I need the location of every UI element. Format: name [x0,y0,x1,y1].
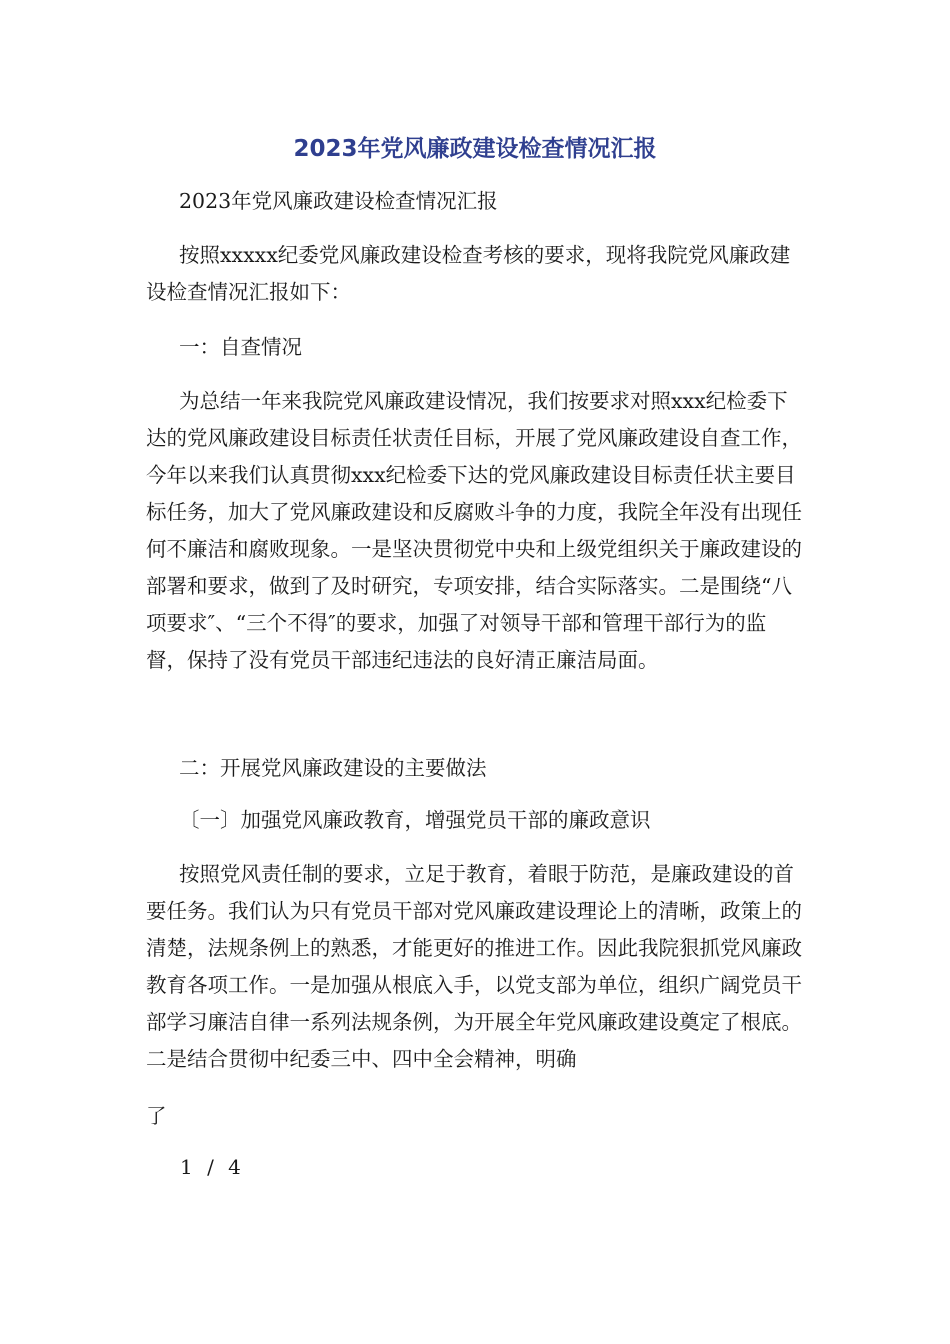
subsection-heading-education: 〔一〕加强党风廉政教育，增强党员干部的廉政意识 [179,808,651,832]
section-2-paragraph: 按照党风责任制的要求，立足于教育，着眼于防范，是廉政建设的首要任务。我们认为只有党员干部对党风廉政建设理论上的清晰，政策上的清楚，法规条例上的熟悉，才能更好的推进工作。因此我院狠抓党风廉政教育各项工作。一是加强从根底入手，以党支部为单位，组织广阔党员干部学习廉洁自律一系列法规条例，为开展全年党风廉政建设奠定了根底。二是结合贯彻中纪委三中、四中全会精神，明确 [146,862,802,1071]
section-heading-main-practices: 二：开展党风廉政建设的主要做法 [179,756,487,780]
intro-paragraph: 按照xxxxx纪委党风廉政建设检查考核的要求，现将我院党风廉政建设检查情况汇报如下： [146,243,791,304]
section-2-paragraph-tail: 了 [146,1104,167,1128]
section-heading-self-inspection: 一：自查情况 [179,335,302,359]
page-indicator: 1 / 4 [180,1155,245,1179]
document-subtitle: 2023年党风廉政建设检查情况汇报 [179,189,498,213]
document-title: 2023年党风廉政建设检查情况汇报 [293,136,657,162]
section-1-paragraph: 为总结一年来我院党风廉政建设情况，我们按要求对照xxx纪检委下达的党风廉政建设目标责任状责任目标，开展了党风廉政建设自查工作，今年以来我们认真贯彻xxx纪检委下达的党风廉政建设目标责任状主要目标任务，加大了党风廉政建设和反腐败斗争的力度，我院全年没有出现任何不廉洁和腐败现象。一是坚决贯彻党中央和上级党组织关于廉政建设的部署和要求，做到了及时研究，专项安排，结合实际落实。二是围绕“八项要求″、“三个不得″的要求，加强了对领导干部和管理干部行为的监督，保持了没有党员干部违纪违法的良好清正廉洁局面。 [146,389,802,672]
